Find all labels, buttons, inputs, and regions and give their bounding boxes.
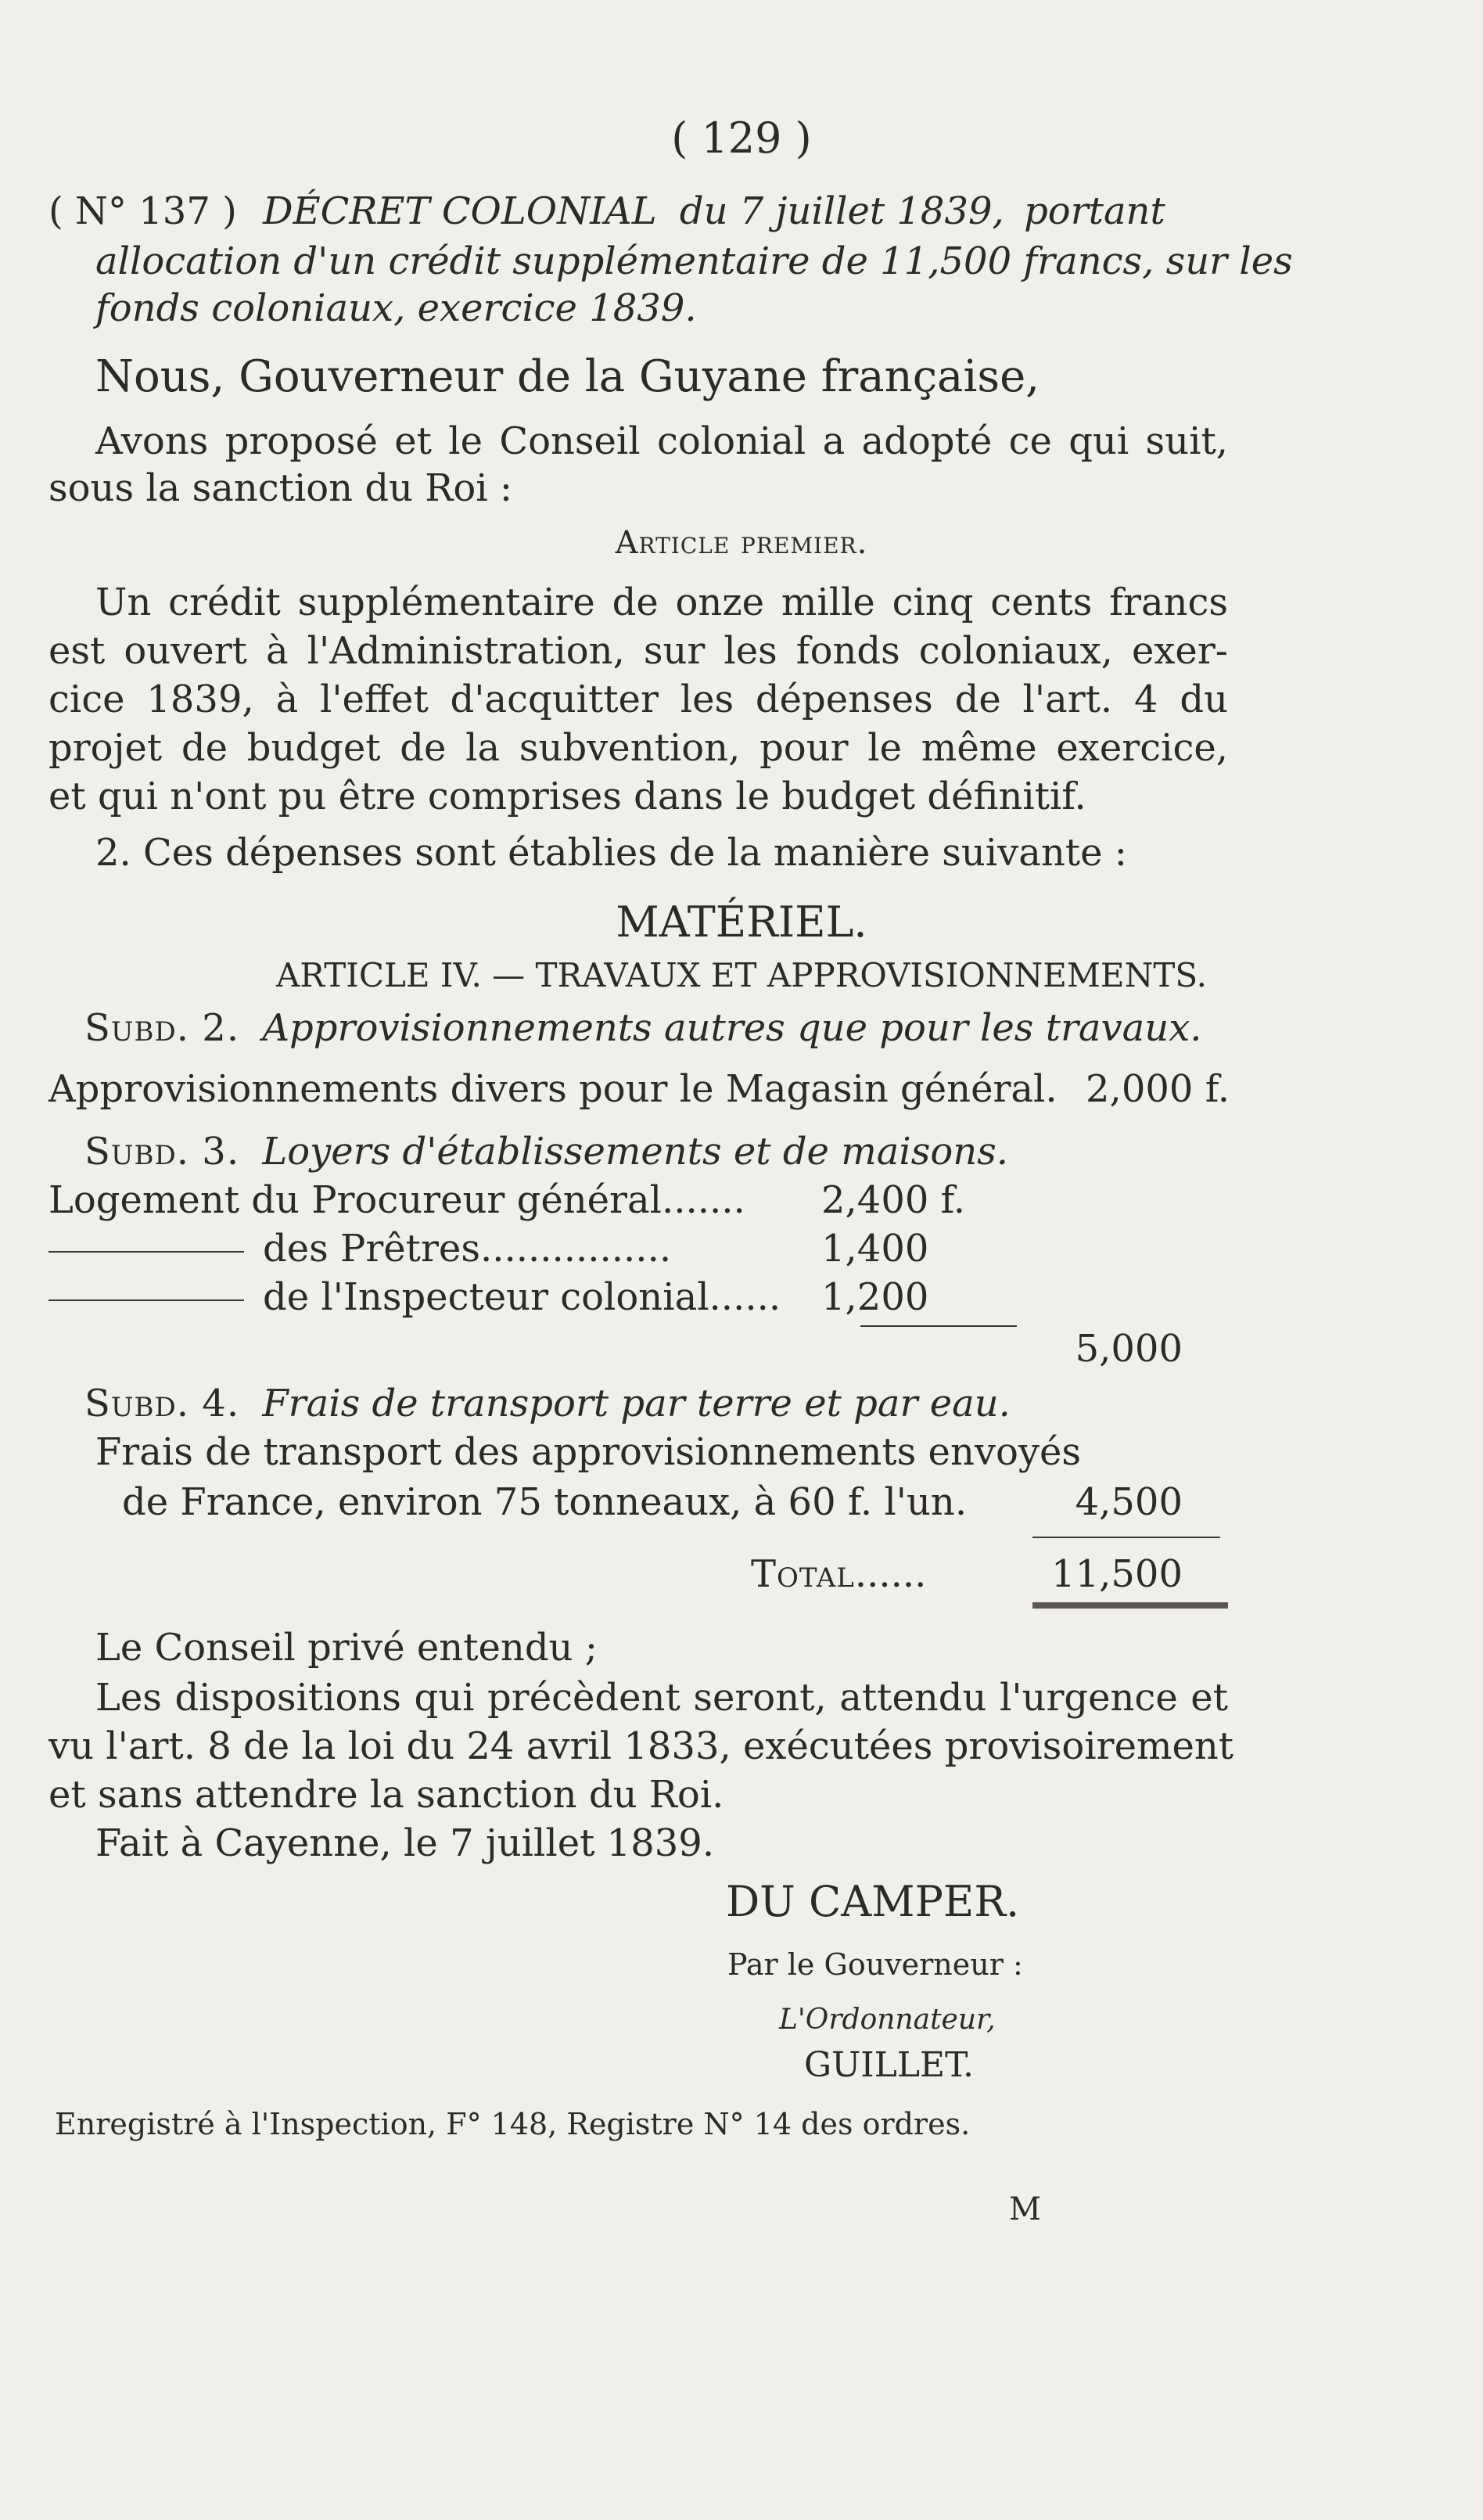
decree-header-line-2: allocation d'un crédit supplémentaire de 11,500 francs, sur les xyxy=(95,239,1293,283)
closing-line-2: Les dispositions qui précèdent seront, attendu l'urgence et xyxy=(95,1676,1228,1720)
decree-header-line-3: fonds coloniaux, exercice 1839. xyxy=(95,286,697,330)
total-label: Total xyxy=(751,1552,855,1596)
subd3-item-2-label: des Prêtres xyxy=(263,1227,480,1271)
article-line-1: Un crédit supplémentaire de onze mille cinq cents francs xyxy=(95,581,1228,624)
closing-line-1: Le Conseil privé entendu ; xyxy=(95,1626,598,1670)
subd3-label: Subd. 3. xyxy=(84,1130,240,1174)
decree-number: ( N° 137 ) xyxy=(48,189,237,233)
subd3-item-2 xyxy=(48,1227,672,1271)
subd4-label: Subd. 4. xyxy=(84,1382,240,1425)
article-line-2: est ouvert à l'Administration, sur les fonds coloniaux, exer- xyxy=(48,629,1228,673)
total-double-rule xyxy=(1032,1602,1228,1609)
ordonnateur-name: GUILLET. xyxy=(804,2045,975,2085)
article-premier-heading: Article premier. xyxy=(615,525,868,561)
ditto-dash xyxy=(48,1251,244,1253)
subd3-title: Loyers d'établissements et de maisons. xyxy=(262,1130,1009,1174)
subd3-item-1-label: Logement du Procureur général xyxy=(48,1178,662,1222)
article-line-3: cice 1839, à l'effet d'acquitter les dépenses de l'art. 4 du xyxy=(48,678,1228,721)
subd3-item-3-label: de l'Inspecteur colonial xyxy=(263,1275,709,1319)
subd2-title: Approvisionnements autres que pour les travaux. xyxy=(262,1006,1202,1050)
subd4-title: Frais de transport par terre et par eau. xyxy=(262,1382,1011,1425)
registration-note: Enregistré à l'Inspection, F° 148, Registre N° 14 des ordres. xyxy=(55,2107,971,2141)
subd3-subtotal: 5,000 xyxy=(1075,1327,1183,1371)
total-leader: ...... xyxy=(854,1552,927,1596)
total-amount: 11,500 xyxy=(1051,1552,1183,1596)
subd3-item-3-leader: ...... xyxy=(709,1275,781,1319)
subd4-line-2: de France, environ 75 tonneaux, à 60 f. l'un. xyxy=(122,1480,968,1524)
subd2-heading xyxy=(84,1006,1202,1050)
subd3-item-3 xyxy=(48,1275,781,1319)
subd3-item-1 xyxy=(48,1178,745,1222)
article-2-line: 2. Ces dépenses sont établies de la manière suivante : xyxy=(95,831,1127,875)
preamble-line-3: sous la sanction du Roi : xyxy=(48,466,513,510)
subd4-line-1: Frais de transport des approvisionnements envoyés xyxy=(95,1430,1082,1474)
closing-line-4: et sans attendre la sanction du Roi. xyxy=(48,1773,724,1817)
preamble-line-1: Nous, Gouverneur de la Guyane française, xyxy=(95,351,1040,402)
subd3-item-1-amount: 2,400 f. xyxy=(821,1178,965,1222)
par-le-gouverneur: Par le Gouverneur : xyxy=(727,1947,1023,1982)
decree-title: DÉCRET COLONIAL xyxy=(263,189,657,233)
article-line-4: projet de budget de la subvention, pour le même exercice, xyxy=(48,726,1228,770)
subd2-amount: 2,000 f. xyxy=(1086,1067,1230,1111)
materiel-heading: MATÉRIEL. xyxy=(616,897,867,947)
subd4-heading xyxy=(84,1382,1011,1425)
decree-header-tail: portant xyxy=(1024,189,1165,233)
total-line xyxy=(751,1552,927,1596)
governor-signature: DU CAMPER. xyxy=(726,1877,1020,1926)
subd2-item-label: Approvisionnements divers pour le Magasin général. xyxy=(48,1067,1057,1111)
article-line-5: et qui n'ont pu être comprises dans le budget définitif. xyxy=(48,775,1086,818)
subd3-item-2-amount: 1,400 xyxy=(821,1227,929,1271)
subd3-item-1-leader: ....... xyxy=(661,1178,745,1222)
subd2-label: Subd. 2. xyxy=(84,1006,240,1050)
subd4-amount: 4,500 xyxy=(1075,1480,1183,1524)
subd3-item-2-leader: ................ xyxy=(479,1227,672,1271)
total-rule xyxy=(1032,1537,1220,1538)
decree-date: du 7 juillet 1839, xyxy=(679,189,1004,233)
closing-line-3: vu l'art. 8 de la loi du 24 avril 1833, exécutées provisoirement xyxy=(48,1724,1234,1768)
subd3-heading xyxy=(84,1130,1009,1174)
article-iv-heading: ARTICLE IV. — TRAVAUX ET APPROVISIONNEMENTS. xyxy=(276,956,1207,994)
closing-line-5: Fait à Cayenne, le 7 juillet 1839. xyxy=(95,1821,715,1865)
ordonnateur-title: L'Ordonnateur, xyxy=(779,2004,996,2036)
subtotal-rule xyxy=(860,1325,1017,1327)
ditto-dash xyxy=(48,1300,244,1301)
decree-header-line-1 xyxy=(48,189,1228,233)
signature-mark: M xyxy=(1009,2191,1041,2227)
page-number: ( 129 ) xyxy=(671,113,812,163)
subd3-item-3-amount: 1,200 xyxy=(821,1275,929,1319)
preamble-line-2: Avons proposé et le Conseil colonial a adopté ce qui suit, xyxy=(95,419,1228,463)
